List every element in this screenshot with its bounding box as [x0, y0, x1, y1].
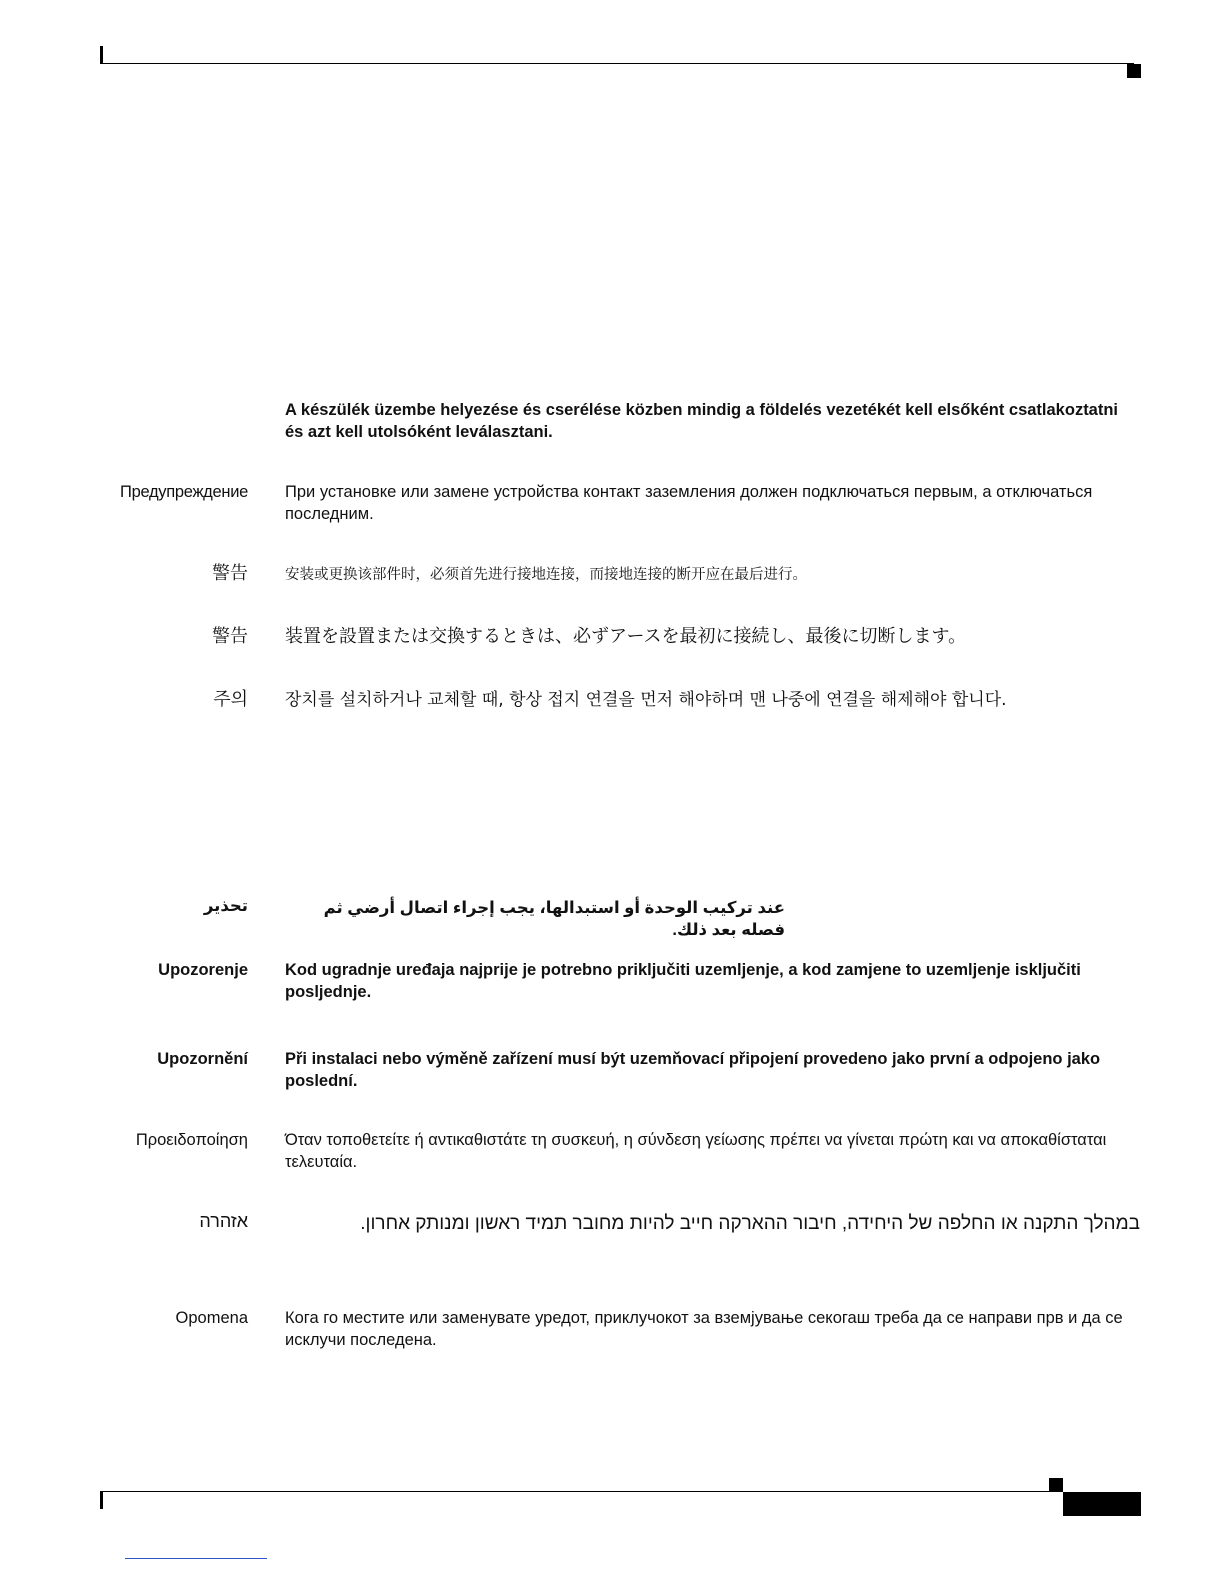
warning-label-mk: Opomena: [175, 1309, 248, 1327]
warning-label-cs: Upozornění: [157, 1050, 248, 1068]
warning-label-ar: تحذير: [203, 897, 248, 915]
warning-label-el: Προειδοποίηση: [135, 1131, 248, 1149]
warning-text-ar: عند تركيب الوحدة أو استبدالها، يجب إجراء اتصال أرضي ثم فصله بعد ذلك.: [323, 899, 785, 939]
footer-link-underline: [125, 1558, 267, 1559]
warning-text-hr: Kod ugradnje uređaja najprije je potrebno priključiti uzemljenje, a kod zamjene to uzemljenje isključiti posljednje.: [285, 961, 1081, 1001]
warning-text-ko: 장치를 설치하거나 교체할 때, 항상 접지 연결을 먼저 해야하며 맨 나중에 연결을 해제해야 합니다.: [285, 690, 1007, 710]
footer-left-tick: [100, 1491, 103, 1509]
header-left-tick: [100, 46, 103, 64]
warning-text-he: במהלך התקנה או החלפה של היחידה, חיבור ההארקה חייב להיות מחובר תמיד ראשון ומנותק אחרון.: [360, 1213, 1140, 1234]
header-rule: [101, 63, 1134, 64]
warning-label-ko: 주의: [213, 689, 248, 710]
header-corner-block: [1127, 64, 1141, 78]
warning-text-ru: При установке или замене устройства контакт заземления должен подключаться первым, а отключаться последним.: [285, 483, 1093, 523]
warning-text-zh-cn: 安装或更换该部件时，必须首先进行接地连接，而接地连接的断开应在最后进行。: [285, 567, 807, 583]
warning-text-cs: Při instalaci nebo výměně zařízení musí být uzemňovací připojení provedeno jako první a odpojeno jako poslední.: [285, 1050, 1101, 1090]
warning-label-ru: Предупреждение: [120, 483, 248, 501]
warning-text-el: Όταν τοποθετείτε ή αντικαθιστάτε τη συσκευή, η σύνδεση γείωσης πρέπει να γίνεται πρώτη και να αποκαθίσταται τελευταία.: [285, 1131, 1107, 1171]
footer-corner-block: [1049, 1478, 1063, 1492]
warning-label-ja: 警告: [212, 626, 248, 647]
warning-label-zh-cn: 警告: [212, 563, 248, 584]
warning-text-mk: Кога го местите или заменувате уредот, приклучокот за вземјување секогаш треба да се направи прв и да се исклучи последена.: [285, 1309, 1123, 1349]
footer-page-tab: [1063, 1492, 1141, 1516]
footer-rule: [101, 1491, 1061, 1492]
warning-text-hu: A készülék üzembe helyezése és cserélése közben mindig a földelés vezetékét kell elsőként csatlakoztatni és azt kell utolsóként leválasztani.: [285, 401, 1119, 441]
warning-label-hr: Upozorenje: [158, 961, 248, 979]
warning-text-ja: 装置を設置または交換するときは、必ずアースを最初に接続し、最後に切断します。: [285, 626, 967, 647]
warning-label-he: אזהרה: [199, 1211, 248, 1231]
